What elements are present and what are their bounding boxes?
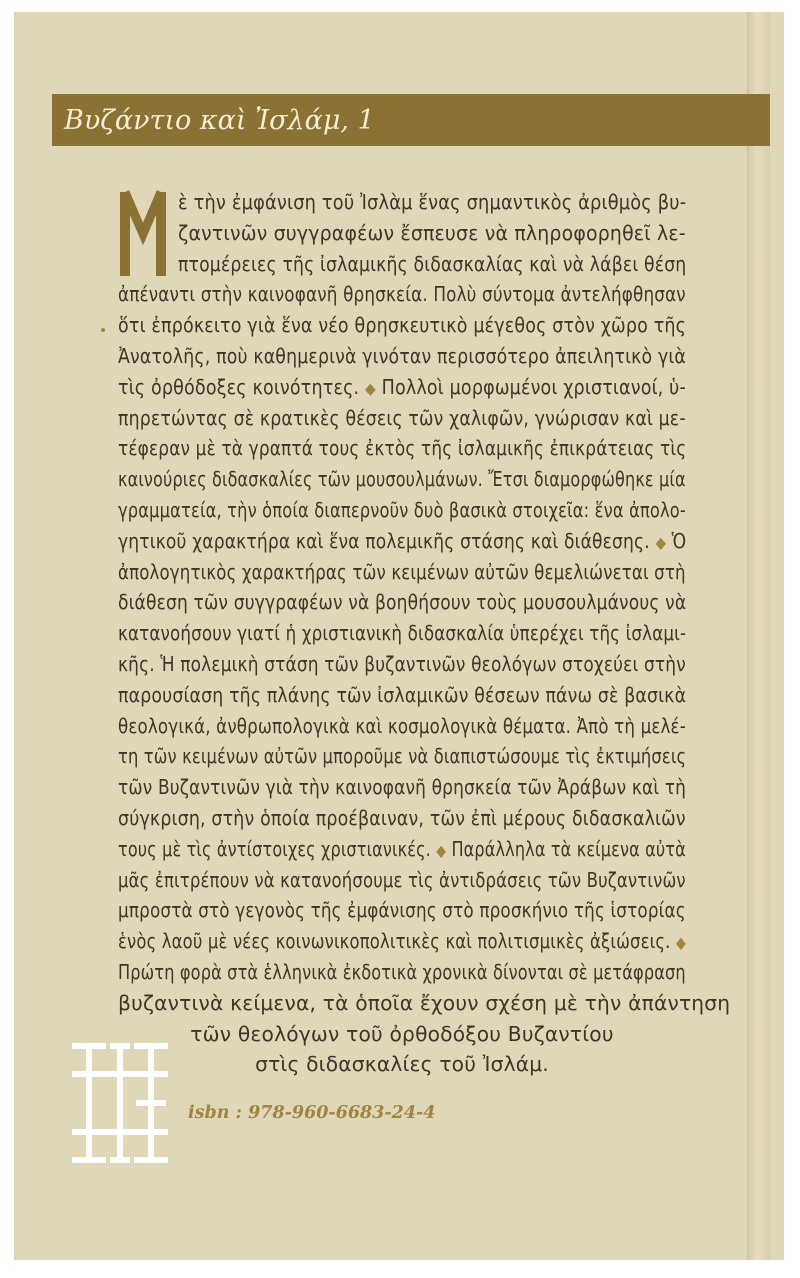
blurb-line: γραμματεία, τὴν ὁποία διαπερνοῦν δυὸ βασικὰ στοιχεῖα: ἕνα ἀπολο- bbox=[118, 498, 686, 522]
blurb-line: θεολογικά, ἀνθρωπολογικὰ καὶ κοσμολογικὰ θέματα. Ἀπὸ τὴ μελέ- bbox=[118, 713, 686, 738]
blurb-line: διάθεση τῶν συγγραφέων νὰ βοηθήσουν τοὺς μουσουλμάνους νὰ bbox=[118, 590, 687, 615]
isbn: isbn : 978-960-6683-24-4 bbox=[188, 1103, 436, 1123]
blurb-line: γητικοῦ χαρακτήρα καὶ ἕνα πολεμικῆς στάσης καὶ διάθεσης. ◆ Ὁ bbox=[118, 528, 687, 553]
drop-cap-mu bbox=[118, 188, 168, 278]
blurb-line: βυζαντινὰ κείμενα, τὰ ὁποῖα ἔχουν σχέση μὲ τὴν ἀπάντηση bbox=[118, 990, 731, 1015]
blurb-line: Πρώτη φορὰ στὰ ἑλληνικὰ ἐκδοτικὰ χρονικὰ δίνονται σὲ μετάφραση bbox=[118, 960, 686, 984]
blurb-line: Ἀνατολῆς, ποὺ καθημερινὰ γινόταν περισσότερο ἀπειλητικὸ γιὰ bbox=[118, 344, 687, 368]
diamond-separator-icon: ◆ bbox=[436, 840, 447, 860]
blurb-line: πηρετώντας σὲ κρατικὲς θέσεις τῶν χαλιφῶν, γνώρισαν καὶ με- bbox=[118, 405, 686, 430]
diamond-separator-icon: ◆ bbox=[655, 532, 667, 552]
blurb-line: κῆς. Ἡ πολεμικὴ στάση τῶν βυζαντινῶν θεολόγων στοχεύει στὴν bbox=[118, 652, 686, 676]
publisher-logo bbox=[66, 1040, 174, 1166]
blurb-line: πτομέρειες τῆς ἰσλαμικῆς διδασκαλίας καὶ νὰ λάβει θέση bbox=[178, 251, 687, 276]
blurb-line: τους μὲ τὶς ἀντίστοιχες χριστιανικές. ◆ Παράλληλα τὰ κείμενα αὐτὰ bbox=[118, 836, 686, 861]
blurb-line: τη τῶν κειμένων αὐτῶν μποροῦμε νὰ διαπιστώσουμε τὶς ἐκτιμήσεις bbox=[118, 744, 687, 769]
blurb-line: τῶν θεολόγων τοῦ ὀρθοδόξου Βυζαντίου bbox=[190, 1021, 614, 1046]
spine-edge bbox=[747, 12, 770, 1260]
blurb-line: ἀπέναντι στὴν καινοφανῆ θρησκεία. Πολὺ σύντομα ἀντελήφθησαν bbox=[118, 282, 686, 307]
blurb-line: τῶν Βυζαντινῶν γιὰ τὴν καινοφανῆ θρησκεία τῶν Ἀράβων καὶ τὴ bbox=[118, 775, 687, 800]
blurb-line: ἑνὸς λαοῦ μὲ νέες κοινωνικοπολιτικὲς καὶ πολιτισμικὲς ἀξιώσεις. ◆ bbox=[118, 929, 687, 954]
blurb-line: καινούριες διδασκαλίες τῶν μουσουλμάνων. Ἔτσι διαμορφώθηκε μία bbox=[118, 467, 686, 492]
diamond-separator-icon: ◆ bbox=[365, 378, 376, 398]
blurb-line: ὲ τὴν ἐμφάνιση τοῦ Ἰσλὰμ ἕνας σημαντικὸς ἀριθμὸς βυ- bbox=[178, 190, 687, 214]
blurb-line: ὅτι ἐπρόκειτο γιὰ ἕνα νέο θρησκευτικὸ μέγεθος στὸν χῶρο τῆς bbox=[118, 313, 687, 338]
margin-dot bbox=[101, 328, 105, 332]
blurb-line: μᾶς ἐπιτρέπουν νὰ κατανοήσουμε τὶς ἀντιδράσεις τῶν Βυζαντινῶν bbox=[118, 867, 686, 892]
blurb-line: παρουσίαση τῆς πλάνης τῶν ἰσλαμικῶν θέσεων πάνω σὲ βασικὰ bbox=[118, 682, 687, 707]
blurb-line: τὶς ὀρθόδοξες κοινότητες. ◆ Πολλοὶ μορφωμένοι χριστιανοί, ὑ- bbox=[118, 374, 686, 399]
blurb-line: ζαντινῶν συγγραφέων ἔσπευσε νὰ πληροφορηθεῖ λε- bbox=[178, 220, 686, 245]
series-title: Βυζάντιο καὶ Ἰσλάμ, 1 bbox=[64, 105, 375, 136]
blurb-line: ἀπολογητικὸς χαρακτήρας τῶν κειμένων αὐτῶν θεμελιώνεται στὴ bbox=[118, 559, 686, 584]
blurb-line: στὶς διδασκαλίες τοῦ Ἰσλάμ. bbox=[255, 1052, 549, 1077]
blurb-line: μπροστὰ στὸ γεγονὸς τῆς ἐμφάνισης στὸ προσκήνιο τῆς ἱστορίας bbox=[118, 898, 686, 923]
blurb-line: σύγκριση, στὴν ὁποία προέβαιναν, τῶν ἐπὶ μέρους διδασκαλιῶν bbox=[118, 806, 686, 830]
diamond-separator-icon: ◆ bbox=[675, 933, 687, 953]
blurb-line: τέφεραν μὲ τὰ γραπτά τους ἐκτὸς τῆς ἰσλαμικῆς ἐπικράτειας τὶς bbox=[118, 436, 687, 461]
blurb-line: κατανοήσουν γιατί ἡ χριστιανικὴ διδασκαλία ὑπερέχει τῆς ἰσλαμι- bbox=[118, 621, 687, 646]
